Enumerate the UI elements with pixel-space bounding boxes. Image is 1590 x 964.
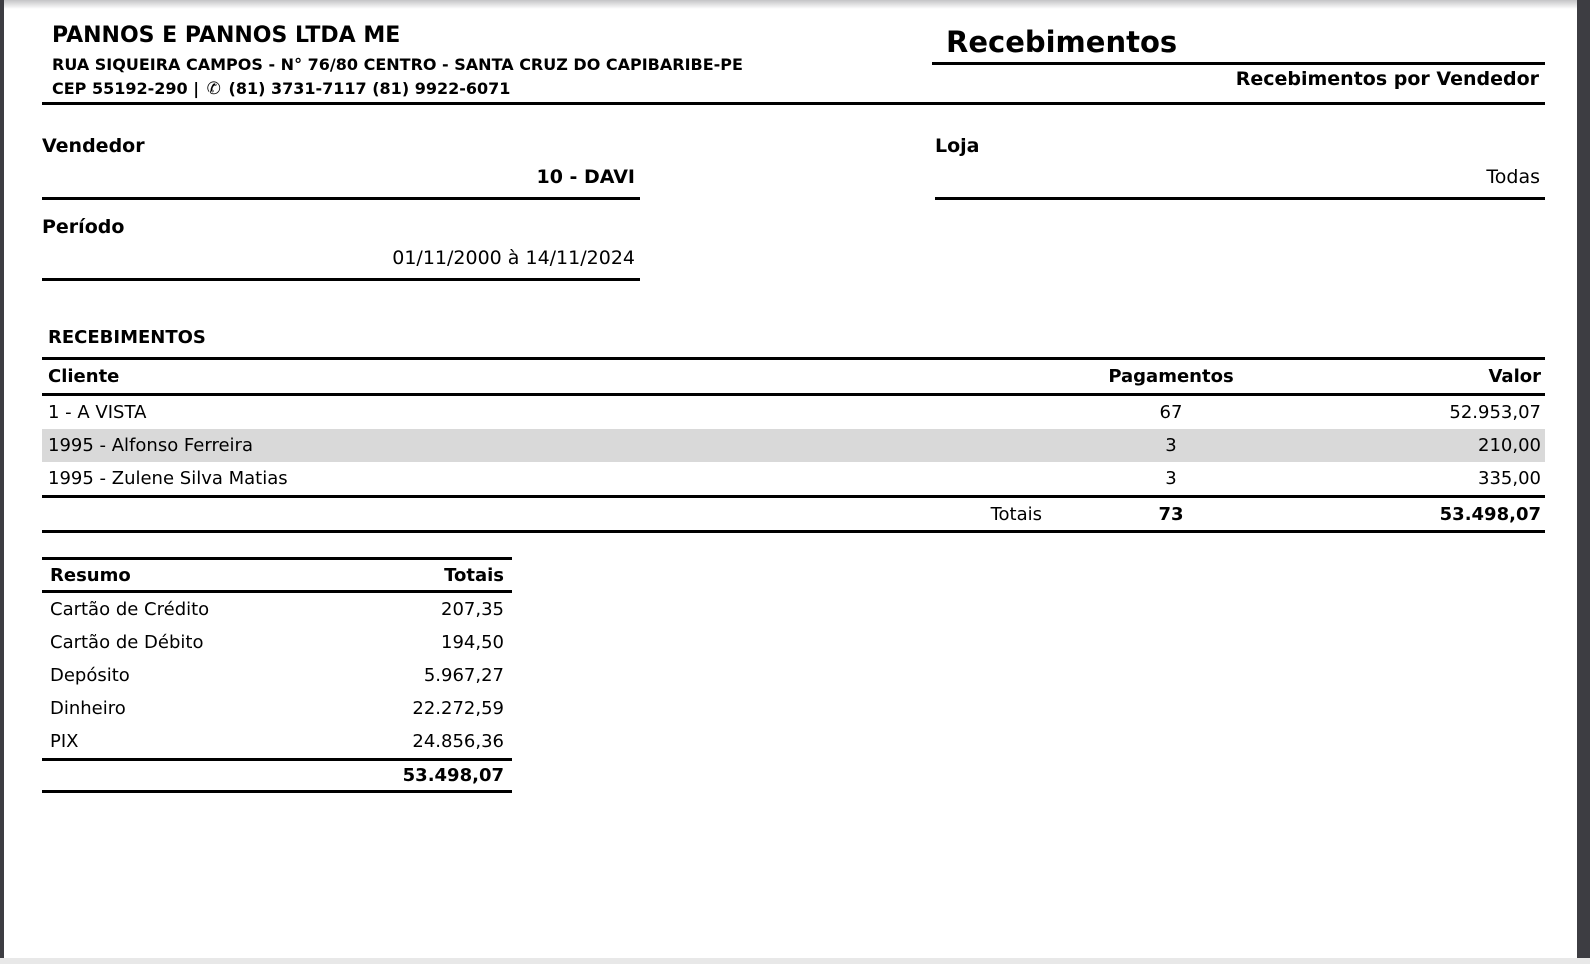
field-periodo [42, 216, 640, 281]
totals-pagamentos: 73 [1158, 503, 1184, 525]
field-loja [935, 135, 1545, 200]
resumo-total-row [42, 758, 512, 793]
page-top-shadow [4, 0, 1577, 9]
resumo-label: Dinheiro [50, 698, 126, 719]
fields-spacer [640, 135, 935, 200]
field-loja-label: Loja [935, 135, 980, 157]
field-periodo-label: Período [42, 216, 125, 238]
cell-pagamentos: 3 [1165, 468, 1177, 489]
cell-valor: 335,00 [1478, 468, 1541, 489]
resumo-value: 24.856,36 [412, 731, 504, 752]
resumo-label: Cartão de Crédito [50, 599, 210, 620]
report-title: Recebimentos [932, 27, 1545, 65]
company-block [42, 22, 932, 100]
column-header-pagamentos: Pagamentos [1108, 366, 1234, 387]
table-row [42, 396, 1545, 429]
page-left-edge [0, 0, 4, 958]
resumo-row [42, 593, 512, 626]
recebimentos-section [42, 327, 1545, 533]
cell-pagamentos: 67 [1159, 402, 1183, 423]
resumo-row [42, 692, 512, 725]
recebimentos-table-header [42, 357, 1545, 396]
field-loja-value: Todas [1486, 166, 1540, 188]
resumo-row [42, 725, 512, 758]
resumo-value: 194,50 [441, 632, 504, 653]
resumo-section [42, 557, 512, 793]
resumo-label: Cartão de Débito [50, 632, 204, 653]
resumo-label: PIX [50, 731, 79, 752]
cell-cliente: 1995 - Alfonso Ferreira [48, 435, 253, 456]
resumo-value: 22.272,59 [412, 698, 504, 719]
resumo-total-value: 53.498,07 [402, 765, 504, 786]
resumo-header-label: Resumo [50, 564, 131, 586]
company-name: PANNOS E PANNOS LTDA ME [52, 23, 401, 48]
page-bottom-edge [0, 958, 1590, 964]
resumo-label: Depósito [50, 665, 130, 686]
company-cep: CEP 55192-290 | [52, 78, 200, 98]
report-subtitle: Recebimentos por Vendedor [1235, 67, 1539, 90]
resumo-value: 207,35 [441, 599, 504, 620]
resumo-header-totais: Totais [444, 564, 504, 586]
column-header-valor: Valor [1488, 366, 1541, 387]
cell-valor: 210,00 [1478, 435, 1541, 456]
report-header [42, 0, 1545, 100]
resumo-row [42, 626, 512, 659]
column-header-cliente: Cliente [48, 366, 120, 387]
recebimentos-table [42, 357, 1545, 533]
company-address: RUA SIQUEIRA CAMPOS - N° 76/80 CENTRO - SANTA CRUZ DO CAPIBARIBE-PE [52, 54, 743, 74]
report-title-block [932, 22, 1545, 100]
field-periodo-value: 01/11/2000 à 14/11/2024 [392, 247, 635, 269]
totals-valor: 53.498,07 [1439, 503, 1541, 525]
cell-valor: 52.953,07 [1449, 402, 1541, 423]
resumo-value: 5.967,27 [423, 665, 504, 686]
resumo-row [42, 659, 512, 692]
report-content [42, 0, 1545, 793]
field-vendedor [42, 135, 640, 200]
company-phones: (81) 3731-7117 (81) 9922-6071 [228, 78, 511, 98]
field-vendedor-value: 10 - DAVI [536, 166, 635, 188]
filters-row [42, 135, 1545, 200]
company-contact [52, 79, 932, 99]
cell-cliente: 1995 - Zulene Silva Matias [48, 468, 288, 489]
table-row [42, 462, 1545, 495]
resumo-table-header [42, 557, 512, 593]
table-row-highlighted [42, 429, 1545, 462]
field-vendedor-label: Vendedor [42, 135, 145, 157]
cell-cliente: 1 - A VISTA [48, 402, 147, 423]
page-right-edge [1577, 0, 1590, 958]
recebimentos-section-title: RECEBIMENTOS [48, 327, 206, 348]
cell-pagamentos: 3 [1165, 435, 1177, 456]
totals-label: Totais [990, 503, 1042, 525]
table-totals-row [42, 495, 1545, 533]
header-divider [42, 102, 1545, 105]
phone-icon: ✆ [206, 78, 221, 99]
